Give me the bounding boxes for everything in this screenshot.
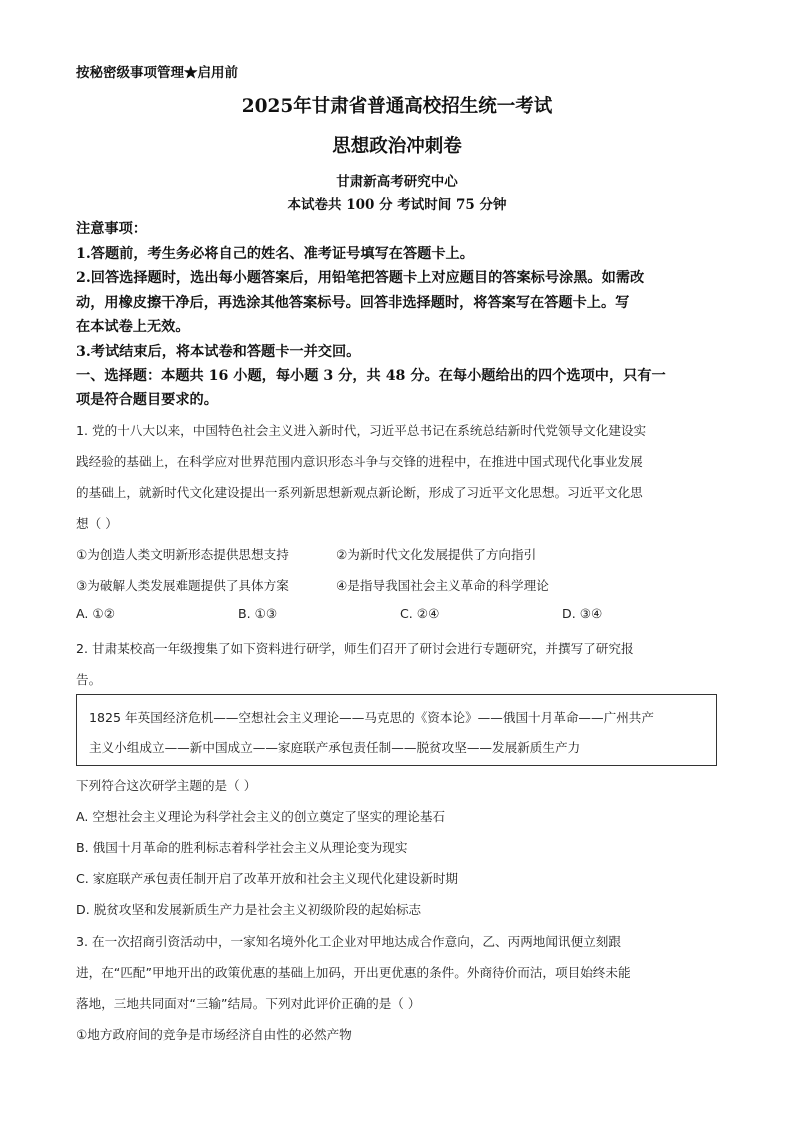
q2-stem-line: 2. 甘肃某校高一年级搜集了如下资料进行研学，师生们召开了研讨会进行专题研究，并撰写了研究报 — [76, 641, 634, 656]
q3-statement: ①地方政府间的竞争是市场经济自由性的必然产物 — [76, 1027, 352, 1042]
q1-option-c[interactable]: C. ②④ — [400, 606, 440, 621]
q1-option-a[interactable]: A. ①② — [76, 606, 115, 621]
note-line: 1.答题前，考生务必将自己的姓名、准考证号填写在答题卡上。 — [76, 246, 474, 262]
q2-stem-line: 告。 — [76, 672, 102, 687]
secrecy-label: 按秘密级事项管理★启用前 — [76, 65, 238, 81]
exam-title: 2025年甘肃省普通高校招生统一考试 — [241, 96, 553, 117]
q2-option-c[interactable]: C. 家庭联产承包责任制开启了改革开放和社会主义现代化建设新时期 — [76, 871, 459, 886]
q2-material-line: 主义小组成立——新中国成立——家庭联产承包责任制——脱贫攻坚——发展新质生产力 — [89, 740, 581, 755]
q3-stem-line: 3. 在一次招商引资活动中，一家知名境外化工企业对甲地达成合作意向，乙、丙两地闻讯便立刻跟 — [76, 934, 621, 949]
q1-statement: ③为破解人类发展难题提供了具体方案 — [76, 578, 289, 593]
note-line: 2.回答选择题时，选出每小题答案后，用铅笔把答题卡上对应题目的答案标号涂黑。如需改 — [76, 270, 645, 286]
notes-heading: 注意事项： — [76, 221, 147, 237]
exam-subtitle: 思想政治冲刺卷 — [332, 136, 462, 157]
q1-stem-line: 想（ ） — [76, 516, 118, 531]
q2-option-b[interactable]: B. 俄国十月革命的胜利标志着科学社会主义从理论变为现实 — [76, 840, 408, 855]
q3-stem-line: 落地，三地共同面对“三输”结局。下列对此评价正确的是（ ） — [76, 996, 421, 1011]
q1-stem-line: 1. 党的十八大以来，中国特色社会主义进入新时代，习近平总书记在系统总结新时代党领导文化建设实 — [76, 423, 647, 438]
q1-stem-line: 的基础上，就新时代文化建设提出一系列新思想新观点新论断，形成了习近平文化思想。习近平文化思 — [76, 485, 643, 500]
q1-option-d[interactable]: D. ③④ — [562, 606, 603, 621]
section-heading: 一、选择题：本题共 16 小题，每小题 3 分，共 48 分。在每小题给出的四个选项中，只有一 — [76, 368, 666, 384]
exam-info: 本试卷共 100 分 考试时间 75 分钟 — [287, 197, 507, 213]
q2-option-d[interactable]: D. 脱贫攻坚和发展新质生产力是社会主义初级阶段的起始标志 — [76, 902, 422, 917]
q1-option-b[interactable]: B. ①③ — [238, 606, 278, 621]
note-line: 在本试卷上无效。 — [76, 319, 190, 335]
note-line: 3.考试结束后，将本试卷和答题卡一并交回。 — [76, 344, 361, 360]
q1-statement: ④是指导我国社会主义革命的科学理论 — [336, 578, 549, 593]
organization: 甘肃新高考研究中心 — [336, 174, 458, 190]
q1-statement: ①为创造人类文明新形态提供思想支持 — [76, 547, 289, 562]
q1-statement: ②为新时代文化发展提供了方向指引 — [336, 547, 537, 562]
q1-stem-line: 践经验的基础上，在科学应对世界范围内意识形态斗争与交锋的进程中，在推进中国式现代化事业发展 — [76, 454, 643, 469]
q2-option-a[interactable]: A. 空想社会主义理论为科学社会主义的创立奠定了坚实的理论基石 — [76, 809, 446, 824]
q3-stem-line: 进，在“匹配”甲地开出的政策优惠的基础上加码，开出更优惠的条件。外商待价而沽，项目始终未能 — [76, 965, 631, 980]
q2-question: 下列符合这次研学主题的是（ ） — [76, 778, 257, 793]
q2-material-line: 1825 年英国经济危机——空想社会主义理论——马克思的《资本论》——俄国十月革命——广州共产 — [89, 710, 654, 725]
q2-material-box — [76, 694, 717, 766]
note-line: 动，用橡皮擦干净后，再选涂其他答案标号。回答非选择题时，将答案写在答题卡上。写 — [76, 295, 630, 311]
section-heading: 项是符合题目要求的。 — [76, 392, 218, 408]
